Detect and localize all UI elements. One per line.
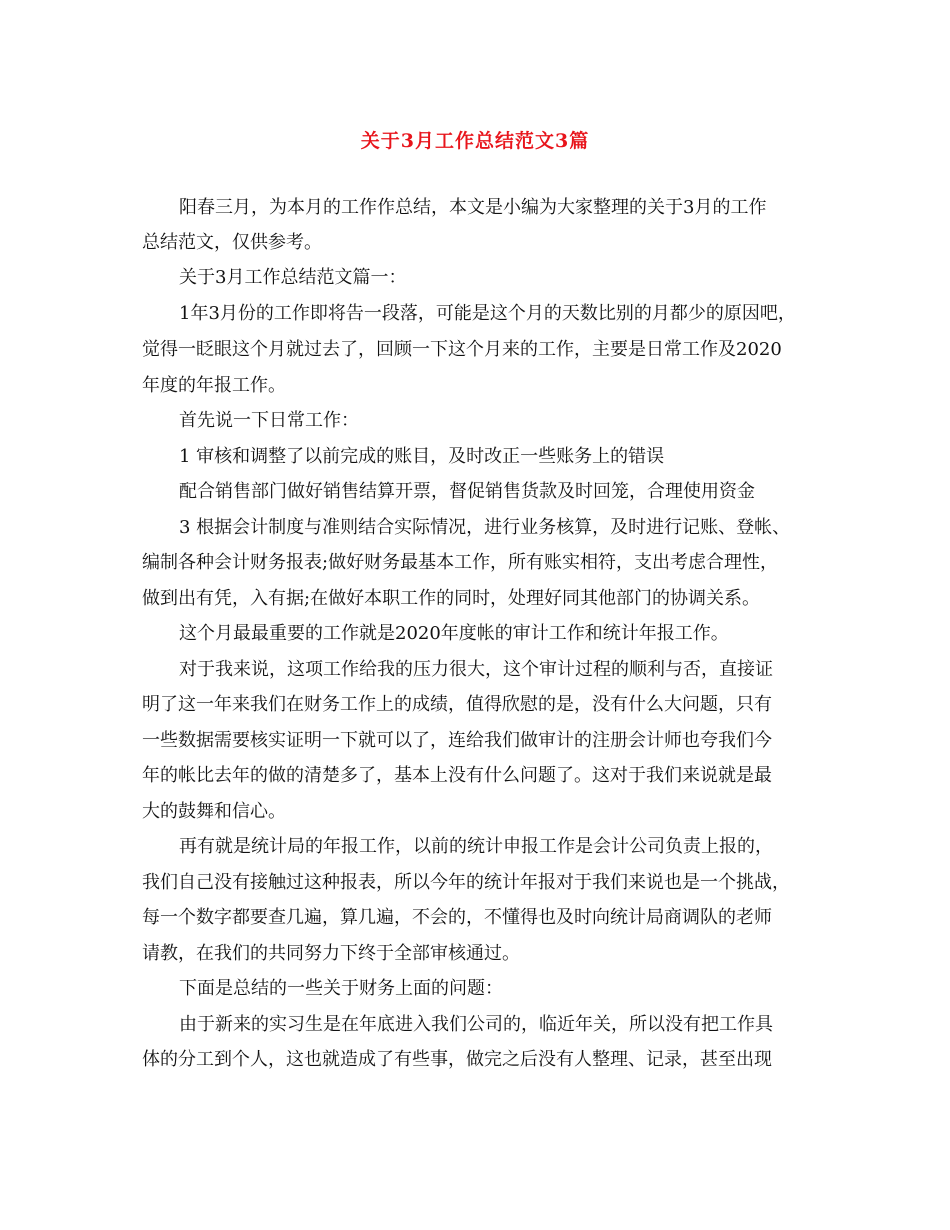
- body-line: 觉得一眨眼这个月就过去了，回顾一下这个月来的工作，主要是日常工作及2020: [142, 339, 782, 360]
- body-line: 1年3月份的工作即将告一段落，可能是这个月的天数比别的月都少的原因吧，: [179, 303, 796, 324]
- body-line: 一些数据需要核实证明一下就可以了，连给我们做审计的注册会计师也夸我们今: [142, 730, 772, 751]
- body-line: 下面是总结的一些关于财务上面的问题：: [179, 978, 503, 999]
- body-line: 编制各种会计财务报表;做好财务最基本工作，所有账实相符，支出考虑合理性，: [142, 552, 779, 573]
- body-line: 这个月最最重要的工作就是2020年度帐的审计工作和统计年报工作。: [179, 623, 729, 644]
- body-line: 每一个数字都要查几遍，算几遍，不会的，不懂得也及时向统计局商调队的老师: [142, 907, 772, 928]
- body-line: 大的鼓舞和信心。: [142, 801, 286, 822]
- document-title: 关于3月工作总结范文3篇: [360, 130, 590, 152]
- body-line: 配合销售部门做好销售结算开票，督促销售货款及时回笼，合理使用资金: [179, 481, 755, 502]
- body-line: 请教，在我们的共同努力下终于全部审核通过。: [142, 943, 520, 964]
- body-line: 年的帐比去年的做的清楚多了，基本上没有什么问题了。这对于我们来说就是最: [142, 765, 772, 786]
- body-line: 体的分工到个人，这也就造成了有些事，做完之后没有人整理、记录，甚至出现: [142, 1049, 772, 1070]
- body-line: 1 审核和调整了以前完成的账目，及时改正一些账务上的错误: [179, 446, 665, 467]
- body-line: 明了这一年来我们在财务工作上的成绩，值得欣慰的是，没有什么大问题，只有: [142, 694, 772, 715]
- body-line: 对于我来说，这项工作给我的压力很大，这个审计过程的顺利与否，直接证: [179, 659, 773, 680]
- body-line: 年度的年报工作。: [142, 375, 286, 396]
- body-line: 我们自己没有接触过这种报表，所以今年的统计年报对于我们来说也是一个挑战，: [142, 872, 790, 893]
- body-line: 总结范文，仅供参考。: [142, 232, 322, 253]
- body-line: 3 根据会计制度与准则结合实际情况，进行业务核算，及时进行记账、登帐、: [179, 517, 791, 538]
- body-line: 首先说一下日常工作：: [179, 410, 359, 431]
- body-line: 再有就是统计局的年报工作，以前的统计申报工作是会计公司负责上报的，: [179, 836, 773, 857]
- body-line: 关于3月工作总结范文篇一：: [179, 267, 407, 288]
- body-line: 做到出有凭，入有据;在做好本职工作的同时，处理好同其他部门的协调关系。: [142, 588, 761, 609]
- body-line: 由于新来的实习生是在年底进入我们公司的，临近年关，所以没有把工作具: [179, 1014, 773, 1035]
- body-line: 阳春三月，为本月的工作作总结，本文是小编为大家整理的关于3月的工作: [179, 197, 767, 218]
